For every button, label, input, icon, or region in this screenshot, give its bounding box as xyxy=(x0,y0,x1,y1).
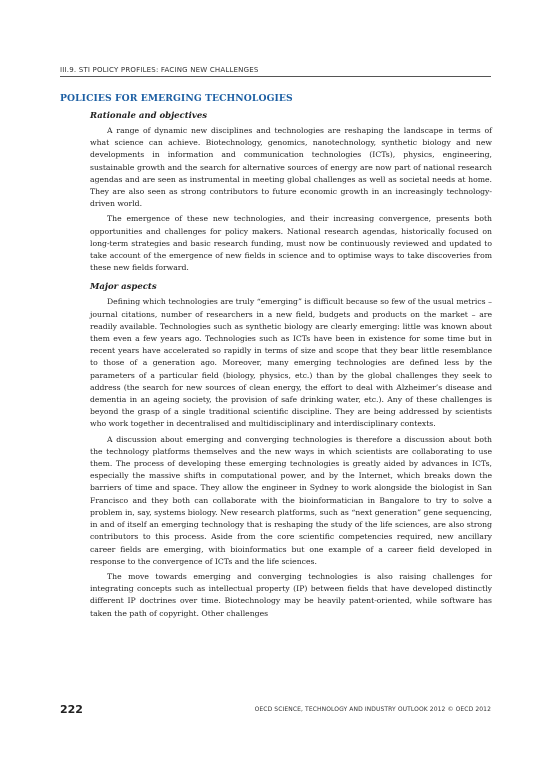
paragraph: The emergence of these new technologies, and their increasing convergence, presents both opportunities and challenges for policy makers. National research agendas, historically focused on long-term strategies and basic research funding, must now be continuously reviewed and updated to take account of the emergence of new fields in science and to optimise ways to take discoveries from these new fields forward. xyxy=(90,214,492,273)
header-rule xyxy=(60,76,491,77)
paragraph: Defining which technologies are truly “emerging” is difficult because so few of the usual metrics – journal citations, number of researchers in a new field, budgets and products on the market – are readily available. Technologies such as synthetic biology are clearly emerging: little was known about them even a few years ago. Technologies such as ICTs have been in existence for some time but in recent years have accelerated so rapidly in terms of size and scope that they bear little resemblance to those of a generation ago. Moreover, many emerging technologies are defined less by the parameters of a particular field (biology, physics, etc.) than by the global challenges they seek to address (the search for new sources of clean energy, the effort to deal with Alzheimer’s disease and dementia in an ageing society, the provision of safe drinking water, etc.). Any of these challenges is beyond the grasp of a single traditional scientific discipline. They are being addressed by scientists who work together in decentralised and multidisciplinary and interdisciplinary contexts. xyxy=(90,297,492,429)
section-title: POLICIES FOR EMERGING TECHNOLOGIES xyxy=(60,93,293,104)
paragraph: The move towards emerging and converging technologies is also raising challenges for integrating concepts such as intellectual property (IP) between fields that have developed distinctly different IP doctrines over time. Biotechnology may be heavily patent-oriented, while software has taken the path of copyright. Other challenges xyxy=(90,571,492,618)
subsection-heading-major-aspects: Major aspects xyxy=(90,282,157,293)
body-text xyxy=(90,110,492,623)
paragraph: A range of dynamic new disciplines and technologies are reshaping the landscape in terms of what science can achieve. Biotechnology, genomics, nanotechnology, synthetic biology and new developments in information and communication technologies (ICTs), physics, engineering, sustainable growth and the search for alternative sources of energy are now part of national research agendas and are seen as instrumental in meeting global challenges as well as societal needs at home. They are also seen as strong contributors to future economic growth in an increasingly technology-driven world. xyxy=(90,126,492,209)
subsection-heading-rationale: Rationale and objectives xyxy=(90,111,208,121)
paragraph: A discussion about emerging and converging technologies is therefore a discussion about both the technology platforms themselves and the new ways in which scientists are collaborating to use them. The process of developing these emerging technologies is greatly aided by advances in ICTs, especially the massive shifts in computational power, and by the Internet, which breaks down the barriers of time and space. They allow the engineer in Sydney to work alongside the biologist in San Francisco and they both can collaborate with the bioinformatician in Bangalore to try to solve a problem in, say, systems biology. New research platforms, such as “next generation” gene sequencing, in and of itself an emerging technology that is reshaping the study of the life sciences, are also strong contributors to this process. Aside from the core scientific competencies required, new ancillary career fields are emerging, with bioinformatics but one example of a career field developed in response to the convergence of ICTs and the life sciences. xyxy=(90,434,492,566)
publication-footer: OECD SCIENCE, TECHNOLOGY AND INDUSTRY OUTLOOK 2012 © OECD 2012 xyxy=(254,706,491,713)
running-head: III.9. STI POLICY PROFILES: FACING NEW CHALLENGES xyxy=(60,66,259,74)
page-number: 222 xyxy=(60,703,83,716)
